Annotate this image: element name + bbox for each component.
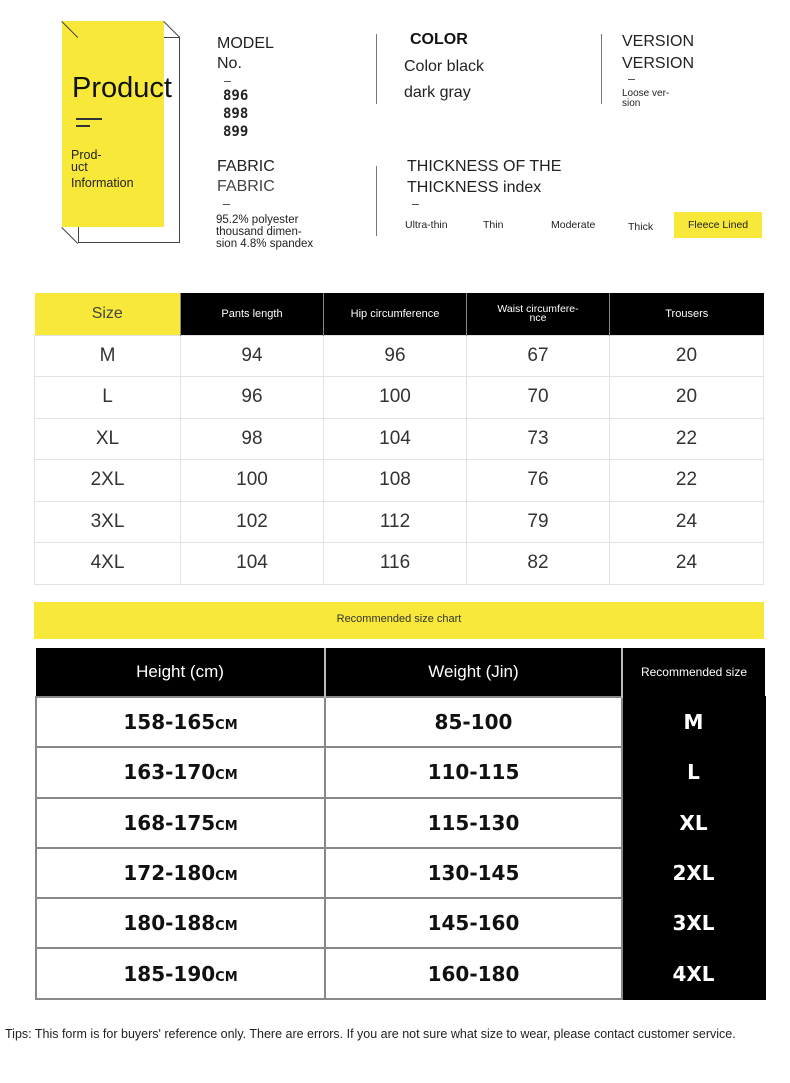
thickness-option-moderate: Moderate	[551, 219, 596, 231]
cell-trousers: 20	[610, 335, 764, 377]
recommendation-table	[35, 648, 766, 1000]
header-size: Size	[35, 293, 181, 335]
model-number: 898	[223, 106, 249, 122]
cell-trousers: 20	[610, 377, 764, 419]
cell-weight: 85-100	[325, 697, 622, 747]
cell-pants-length: 94	[181, 335, 324, 377]
height-range: 185-190	[123, 961, 216, 986]
tips-note: Tips: This form is for buyers' reference only. There are errors. If you are not sure what size to wear, please contact customer service.	[5, 1027, 736, 1041]
cell-waist: 73	[467, 418, 610, 460]
thickness-label: THICKNESS index	[407, 179, 542, 196]
table-row	[36, 697, 765, 747]
cell-hip: 100	[324, 377, 467, 419]
cell-trousers: 24	[610, 501, 764, 543]
color-title: COLOR	[410, 31, 468, 48]
table-row	[35, 543, 764, 585]
fabric-label: FABRIC	[217, 178, 275, 195]
model-label: MODEL	[217, 35, 274, 52]
cell-pants-length: 96	[181, 377, 324, 419]
table-row	[35, 377, 764, 419]
divider	[376, 166, 377, 236]
product-subtitle-info: Information	[71, 176, 134, 190]
cell-recommended-size: XL	[622, 798, 765, 848]
header-hip: Hip circumference	[324, 293, 467, 335]
cell-hip: 112	[324, 501, 467, 543]
cell-hip: 104	[324, 418, 467, 460]
cell-waist: 79	[467, 501, 610, 543]
version-label: VERSION	[622, 55, 695, 72]
divider	[76, 125, 90, 127]
cell-weight: 160-180	[325, 948, 622, 998]
header-recommended-size: Recommended size	[622, 648, 765, 697]
table-row	[36, 848, 765, 898]
cell-size: L	[35, 377, 181, 419]
cell-weight: 145-160	[325, 898, 622, 948]
cell-hip: 116	[324, 543, 467, 585]
cell-trousers: 24	[610, 543, 764, 585]
cell-height	[36, 948, 325, 998]
rec-table-header	[36, 648, 765, 697]
table-row	[35, 335, 764, 377]
divider	[76, 118, 102, 120]
thickness-label: THICKNESS OF THE	[407, 158, 562, 175]
divider	[223, 204, 230, 205]
table-row	[35, 501, 764, 543]
cell-recommended-size: 4XL	[622, 948, 765, 998]
thickness-option-fleece-lined: Fleece Lined	[674, 212, 762, 238]
cell-trousers: 22	[610, 418, 764, 460]
size-table-header	[35, 293, 764, 335]
cell-height	[36, 747, 325, 797]
cell-waist: 67	[467, 335, 610, 377]
table-row	[35, 460, 764, 502]
color-value: Color black	[404, 58, 485, 75]
divider	[628, 79, 635, 80]
header-pants-length: Pants length	[181, 293, 324, 335]
cell-size: 2XL	[35, 460, 181, 502]
fabric-value: 95.2% polyester thousand dimen- sion 4.8% spandex	[216, 214, 314, 250]
cell-pants-length: 100	[181, 460, 324, 502]
cell-pants-length: 104	[181, 543, 324, 585]
version-label: VERSION	[622, 33, 695, 50]
cell-height	[36, 848, 325, 898]
model-number: 896	[223, 88, 249, 104]
cell-recommended-size: L	[622, 747, 765, 797]
size-table	[34, 293, 764, 585]
thickness-option-thin: Thin	[483, 219, 504, 231]
divider	[412, 204, 419, 205]
cell-hip: 96	[324, 335, 467, 377]
height-range: 172-180	[123, 861, 216, 886]
header-weight: Weight (Jin)	[325, 648, 622, 697]
cell-recommended-size: M	[622, 697, 765, 747]
table-row	[36, 747, 765, 797]
height-range: 180-188	[123, 911, 216, 936]
box-edge	[61, 227, 78, 244]
cell-recommended-size: 3XL	[622, 898, 765, 948]
height-range: 163-170	[123, 760, 216, 785]
header-height: Height (cm)	[36, 648, 325, 697]
product-box	[62, 21, 164, 227]
height-range: 168-175	[123, 810, 216, 835]
height-unit: CM	[215, 919, 238, 935]
height-unit: CM	[215, 969, 238, 985]
fabric-label: FABRIC	[217, 158, 275, 175]
cell-pants-length: 98	[181, 418, 324, 460]
color-value: dark gray	[404, 84, 471, 101]
cell-weight: 115-130	[325, 798, 622, 848]
model-number: 899	[223, 124, 249, 140]
header-trousers: Trousers	[610, 293, 764, 335]
cell-waist: 76	[467, 460, 610, 502]
cell-height	[36, 798, 325, 848]
divider	[376, 34, 377, 104]
height-unit: CM	[215, 718, 238, 734]
cell-height	[36, 697, 325, 747]
divider	[601, 34, 602, 104]
product-subtitle: Prod- uct	[71, 148, 102, 174]
cell-pants-length: 102	[181, 501, 324, 543]
height-unit: CM	[215, 768, 238, 784]
table-row	[35, 418, 764, 460]
cell-recommended-size: 2XL	[622, 848, 765, 898]
table-row	[36, 898, 765, 948]
version-value: Loose ver- sion	[622, 88, 670, 109]
cell-waist: 82	[467, 543, 610, 585]
divider	[224, 81, 231, 82]
cell-weight: 110-115	[325, 747, 622, 797]
table-row	[36, 798, 765, 848]
recommended-size-banner: Recommended size chart	[34, 602, 764, 639]
height-range: 158-165	[123, 710, 216, 735]
cell-size: 4XL	[35, 543, 181, 585]
cell-trousers: 22	[610, 460, 764, 502]
box-edge	[163, 21, 180, 38]
cell-size: M	[35, 335, 181, 377]
height-unit: CM	[215, 818, 238, 834]
cell-size: 3XL	[35, 501, 181, 543]
thickness-option-ultra-thin: Ultra-thin	[405, 219, 448, 231]
table-row	[36, 948, 765, 998]
thickness-option-thick: Thick	[628, 221, 654, 233]
cell-size: XL	[35, 418, 181, 460]
product-title: Product	[72, 72, 172, 104]
cell-waist: 70	[467, 377, 610, 419]
cell-weight: 130-145	[325, 848, 622, 898]
cell-hip: 108	[324, 460, 467, 502]
header-waist: Waist circumfere- nce	[467, 293, 610, 335]
cell-height	[36, 898, 325, 948]
height-unit: CM	[215, 869, 238, 885]
model-no-label: No.	[217, 55, 242, 72]
